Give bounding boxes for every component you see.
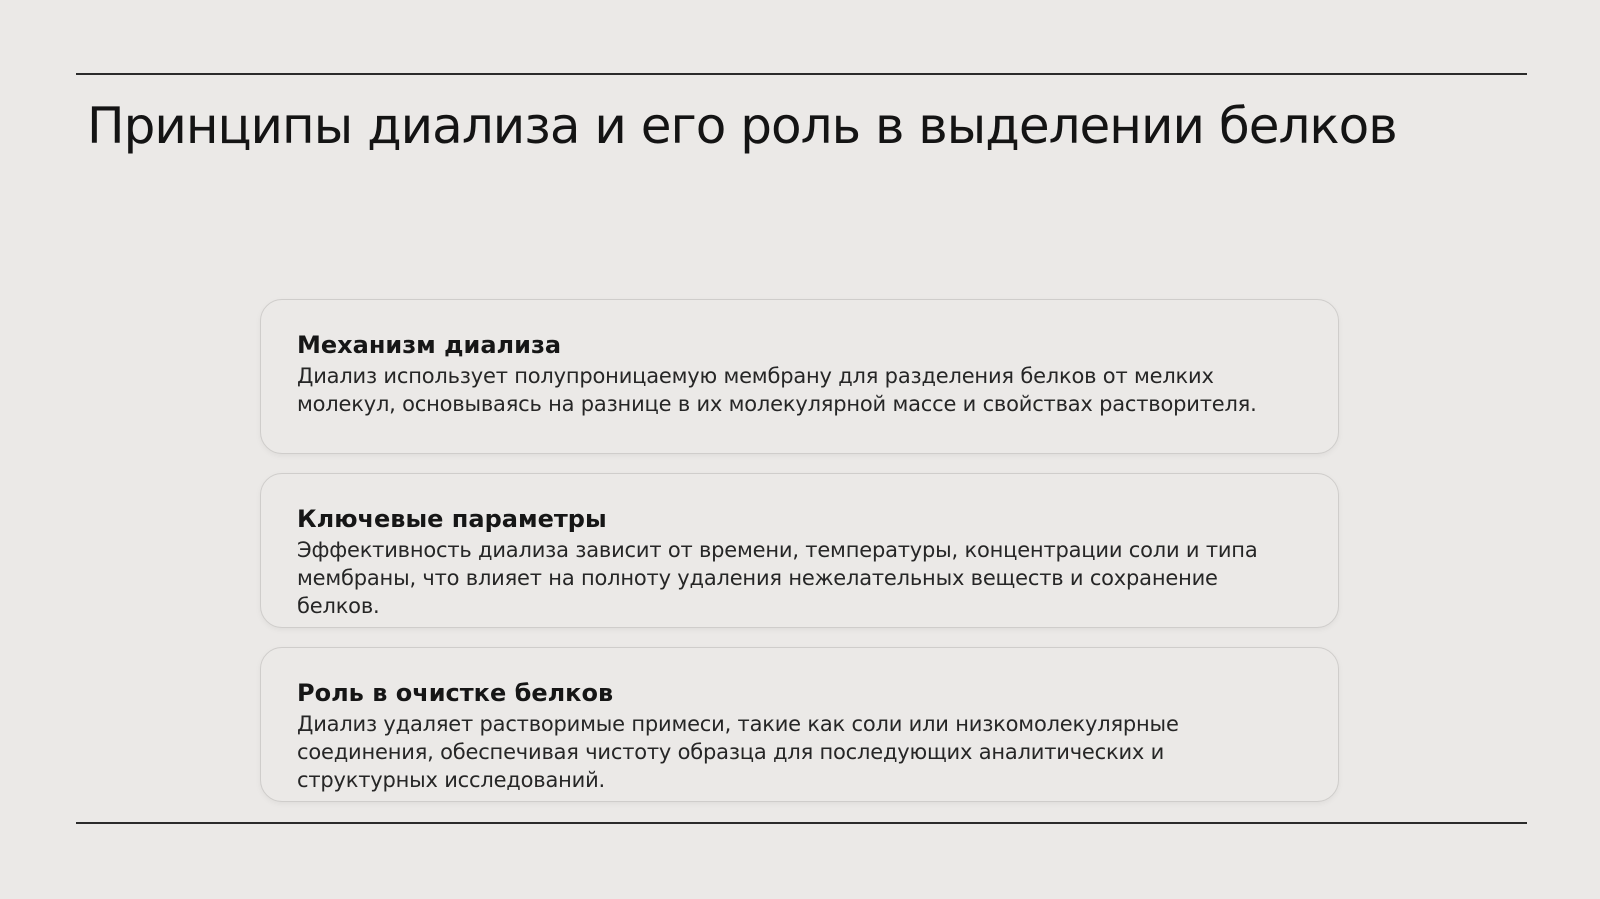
card-key-parameters bbox=[260, 473, 1339, 628]
card-text: Диализ использует полупроницаемую мембрану для разделения белков от мелких молекул, основываясь на разнице в их молекулярной массе и свойствах растворителя. bbox=[297, 364, 1257, 416]
page-title: Принципы диализа и его роль в выделении белков bbox=[87, 97, 1397, 155]
card-title: Ключевые параметры bbox=[297, 505, 607, 533]
card-role-in-purification bbox=[260, 647, 1339, 802]
card-dialysis-mechanism bbox=[260, 299, 1339, 454]
top-divider bbox=[76, 73, 1527, 75]
card-text: Диализ удаляет растворимые примеси, такие как соли или низкомолекулярные соединения, обеспечивая чистоту образца для последующих аналитических и структурных исследований. bbox=[297, 712, 1179, 792]
card-title: Механизм диализа bbox=[297, 331, 562, 359]
card-text: Эффективность диализа зависит от времени, температуры, концентрации соли и типа мембраны, что влияет на полноту удаления нежелательных веществ и сохранение белков. bbox=[297, 538, 1258, 618]
card-title: Роль в очистке белков bbox=[297, 679, 614, 707]
bottom-divider bbox=[76, 822, 1527, 824]
